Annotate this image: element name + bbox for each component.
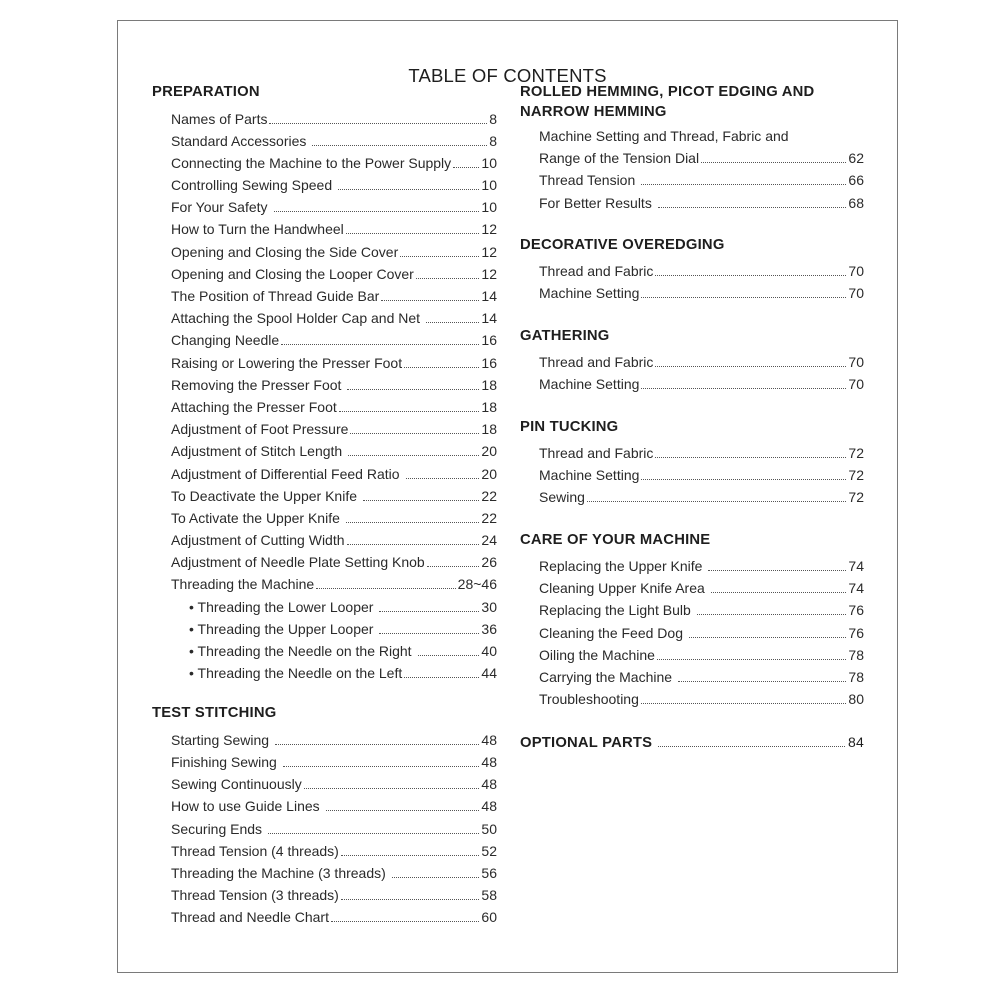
entry-title: Thread Tension (4 threads) (171, 842, 339, 859)
toc-entry[interactable] (171, 174, 497, 196)
dot-leader (657, 659, 846, 660)
page-number: 72 (848, 445, 864, 461)
page-number: 58 (481, 887, 497, 904)
dot-leader (697, 614, 847, 615)
page-number: 30 (481, 598, 497, 615)
entry-title: Replacing the Light Bulb (539, 602, 691, 619)
section-heading: PIN TUCKING (520, 418, 619, 435)
toc-entry[interactable] (171, 507, 497, 529)
page-number: 14 (481, 288, 497, 304)
dot-leader (678, 681, 846, 682)
page-number: 28~46 (457, 576, 497, 593)
page-number: 16 (481, 354, 497, 371)
dot-leader (275, 744, 479, 745)
entry-title: Machine Setting (539, 285, 640, 302)
page-number: 70 (848, 354, 864, 371)
entry-title: Thread Tension (3 threads) (171, 887, 339, 904)
toc-entry[interactable] (171, 573, 497, 595)
page-number: 78 (848, 669, 864, 685)
section-heading (520, 83, 864, 122)
toc-entry[interactable] (539, 351, 864, 373)
dot-leader (350, 433, 479, 434)
page-number: 18 (481, 376, 497, 393)
entry-title: Connecting the Machine to the Power Supply (171, 154, 452, 171)
dot-leader (346, 233, 480, 234)
page-number: 26 (481, 554, 497, 571)
toc-sub-entry[interactable] (171, 618, 497, 640)
entry-title: How to Turn the Handwheel (171, 221, 344, 238)
dot-leader (316, 588, 455, 589)
toc-entry[interactable] (539, 147, 864, 169)
entry-title: Securing Ends (171, 820, 263, 837)
dot-leader (381, 300, 479, 301)
toc-entry[interactable] (539, 464, 864, 486)
dot-leader (331, 921, 479, 922)
toc-entry[interactable] (171, 906, 497, 928)
page-number: 8 (489, 132, 497, 149)
page-number: 72 (848, 467, 864, 484)
dot-leader (655, 275, 846, 276)
page-number: 16 (481, 332, 497, 349)
toc-entry[interactable] (539, 260, 864, 282)
page-number: 84 (848, 734, 864, 751)
toc-entry[interactable] (171, 485, 497, 507)
entry-title: Adjustment of Differential Feed Ratio (171, 465, 400, 482)
page-number: 18 (481, 398, 497, 415)
dot-leader (379, 611, 479, 612)
entry-title: Opening and Closing the Looper Cover (171, 265, 414, 282)
page-number: 12 (481, 243, 497, 260)
dot-leader (339, 411, 480, 412)
entry-title: The Position of Thread Guide Bar (171, 288, 380, 304)
page-number: 74 (848, 558, 864, 575)
toc-entry[interactable] (539, 644, 864, 666)
toc-entry[interactable] (171, 263, 497, 285)
dot-leader (406, 478, 480, 479)
toc-entry[interactable] (171, 241, 497, 263)
toc-entry[interactable] (171, 818, 497, 840)
toc-entry-list (520, 555, 864, 710)
entry-title: • Threading the Needle on the Right (189, 643, 412, 659)
entry-title: Names of Parts (171, 110, 268, 127)
dot-leader (312, 145, 487, 146)
page-number: 36 (481, 620, 497, 637)
section-heading: CARE OF YOUR MACHINE (520, 531, 711, 548)
page-number: 70 (848, 376, 864, 393)
toc-entry[interactable] (171, 729, 497, 751)
toc-entry[interactable] (171, 307, 497, 329)
page-number: 8 (489, 110, 497, 127)
entry-title: Starting Sewing (171, 731, 270, 748)
entry-title: Machine Setting and Thread, Fabric and (539, 128, 789, 144)
dot-leader (326, 810, 480, 811)
page-number: 22 (481, 487, 497, 504)
toc-entry-list (152, 108, 497, 685)
dot-leader (400, 256, 479, 257)
page-number: 70 (848, 285, 864, 302)
dot-leader (274, 211, 480, 212)
toc-entry[interactable] (171, 463, 497, 485)
dot-leader (426, 322, 479, 323)
page-number: 10 (481, 154, 497, 171)
section-heading: PREPARATION (152, 84, 260, 100)
entry-title: Replacing the Upper Knife (539, 558, 703, 575)
entry-title: Raising or Lowering the Presser Foot (171, 354, 403, 371)
toc-entry[interactable] (171, 440, 497, 462)
toc-entry[interactable] (539, 282, 864, 304)
dot-leader (269, 123, 487, 124)
entry-title: Adjustment of Needle Plate Setting Knob (171, 554, 425, 571)
toc-entry-list (520, 125, 864, 214)
dot-leader (701, 162, 846, 163)
toc-entry[interactable] (539, 666, 864, 688)
page-number: 48 (481, 754, 497, 771)
toc-entry[interactable] (539, 192, 864, 214)
section-heading: DECORATIVE OVEREDGING (520, 236, 725, 253)
page-number: 14 (481, 310, 497, 327)
dot-leader (304, 788, 480, 789)
entry-title: Thread and Fabric (539, 354, 654, 371)
dot-leader (341, 855, 480, 856)
entry-title: For Better Results (539, 194, 652, 211)
toc-section-optional-parts (520, 732, 864, 753)
toc-entry-list (520, 351, 864, 395)
dot-leader (641, 388, 846, 389)
dot-leader (379, 633, 479, 634)
page-number: 50 (481, 820, 497, 837)
toc-entry[interactable] (539, 169, 864, 191)
toc-entry-list (520, 260, 864, 304)
toc-entry[interactable] (171, 108, 497, 130)
page-number: 22 (481, 509, 497, 526)
toc-sub-entry[interactable] (171, 662, 497, 684)
toc-entry[interactable] (171, 329, 497, 351)
page-number: 78 (848, 646, 864, 663)
page-number: 10 (481, 177, 497, 194)
entry-title: Adjustment of Foot Pressure (171, 421, 349, 438)
entry-title: Cleaning the Feed Dog (539, 624, 683, 641)
page-number: 40 (481, 643, 497, 659)
dot-leader (392, 877, 480, 878)
dot-leader (348, 455, 479, 456)
dot-leader (427, 566, 480, 567)
toc-entry[interactable] (171, 529, 497, 551)
page-number: 66 (848, 172, 864, 189)
section-heading-line-2: NARROW HEMMING (520, 103, 667, 120)
toc-entry[interactable] (171, 795, 497, 817)
dot-leader (655, 366, 846, 367)
entry-title: Sewing (539, 489, 585, 506)
entry-title: To Activate the Upper Knife (171, 509, 340, 526)
toc-entry-list (520, 442, 864, 509)
dot-leader (658, 207, 847, 208)
dot-leader (711, 592, 847, 593)
entry-title: Threading the Machine (171, 576, 315, 593)
entry-title: Cleaning Upper Knife Area (539, 580, 705, 597)
toc-section-care-of-machine (520, 531, 864, 711)
page-number: 74 (848, 580, 864, 597)
entry-title: • Threading the Needle on the Left (189, 665, 403, 682)
entry-title: • Threading the Lower Looper (189, 598, 374, 615)
entry-title: How to use Guide Lines (171, 798, 320, 815)
dot-leader (341, 899, 480, 900)
toc-section-preparation (152, 83, 497, 684)
entry-title: Carrying the Machine (539, 669, 673, 685)
toc-entry[interactable] (539, 125, 864, 147)
dot-leader (404, 677, 479, 678)
dot-leader (658, 746, 845, 747)
toc-entry[interactable] (539, 599, 864, 621)
entry-title: Finishing Sewing (171, 754, 277, 771)
entry-title: • Threading the Upper Looper (189, 620, 374, 637)
entry-title: Machine Setting (539, 376, 640, 393)
toc-right-column (520, 83, 864, 753)
toc-entry[interactable] (171, 862, 497, 884)
toc-section-gathering (520, 327, 864, 396)
page-number: 62 (848, 150, 864, 167)
dot-leader (641, 703, 847, 704)
dot-leader (283, 766, 480, 767)
entry-title: Removing the Presser Foot (171, 376, 342, 393)
toc-entry[interactable] (539, 373, 864, 395)
entry-title: Attaching the Presser Foot (171, 398, 337, 415)
toc-entry[interactable] (171, 130, 497, 152)
page-number: 70 (848, 263, 864, 280)
entry-title: Range of the Tension Dial (539, 150, 700, 167)
toc-entry[interactable] (171, 152, 497, 174)
toc-entry[interactable] (539, 688, 864, 710)
section-heading: GATHERING (520, 327, 610, 344)
section-heading: OPTIONAL PARTS (520, 735, 653, 752)
toc-entry[interactable] (171, 285, 497, 307)
page-number: 44 (481, 665, 497, 682)
dot-leader (346, 522, 480, 523)
entry-title: Thread and Fabric (539, 263, 654, 280)
entry-title: Machine Setting (539, 467, 640, 484)
toc-section-test-stitching (152, 704, 497, 928)
page-number: 10 (481, 199, 497, 216)
dot-leader (641, 297, 846, 298)
entry-title: Thread and Needle Chart (171, 909, 329, 926)
toc-section-pin-tucking (520, 418, 864, 509)
page-number: 20 (481, 465, 497, 482)
dot-leader (416, 278, 480, 279)
page-number: 76 (848, 624, 864, 641)
toc-section-decorative-overedging (520, 236, 864, 305)
entry-title: Adjustment of Cutting Width (171, 532, 345, 549)
toc-entry[interactable] (171, 884, 497, 906)
section-heading: TEST STITCHING (152, 705, 277, 722)
dot-leader (708, 570, 846, 571)
toc-entry[interactable] (171, 196, 497, 218)
toc-entry[interactable] (539, 555, 864, 577)
section-heading-line-1: ROLLED HEMMING, PICOT EDGING AND (520, 84, 815, 100)
entry-title: Troubleshooting (539, 691, 639, 708)
dot-leader (268, 833, 479, 834)
toc-entry[interactable] (539, 486, 864, 508)
page-number: 68 (848, 194, 864, 211)
entry-title: Adjustment of Stitch Length (171, 443, 343, 460)
entry-title: Changing Needle (171, 332, 280, 349)
dot-leader (338, 189, 479, 190)
page-number: 72 (848, 489, 864, 506)
entry-title: Controlling Sewing Speed (171, 177, 333, 194)
entry-title: Thread Tension (539, 172, 636, 189)
page-number: 80 (848, 691, 864, 708)
toc-entry[interactable] (539, 442, 864, 464)
dot-leader (347, 544, 480, 545)
dot-leader (363, 500, 479, 501)
dot-leader (453, 167, 479, 168)
dot-leader (587, 501, 847, 502)
entry-title: Opening and Closing the Side Cover (171, 243, 399, 260)
page-number: 24 (481, 532, 497, 549)
dot-leader (281, 344, 479, 345)
toc-entry[interactable] (539, 577, 864, 599)
dot-leader (404, 367, 479, 368)
entry-title: Attaching the Spool Holder Cap and Net (171, 310, 421, 327)
toc-entry-list (152, 729, 497, 929)
toc-entry[interactable] (171, 551, 497, 573)
toc-entry-optional-parts[interactable] (520, 732, 864, 753)
toc-entry[interactable] (171, 374, 497, 396)
page-number: 48 (481, 776, 497, 793)
toc-section-rolled-hemming (520, 83, 864, 214)
page-number: 48 (481, 798, 497, 815)
toc-entry[interactable] (171, 773, 497, 795)
page-number: 52 (481, 842, 497, 859)
toc-entry[interactable] (171, 418, 497, 440)
page-number: 48 (481, 731, 497, 748)
dot-leader (641, 479, 846, 480)
page-number: 18 (481, 421, 497, 438)
page-number: 76 (848, 602, 864, 619)
entry-title: For Your Safety (171, 199, 268, 216)
toc-entry[interactable] (171, 751, 497, 773)
entry-title: Threading the Machine (3 threads) (171, 865, 386, 881)
dot-leader (689, 637, 846, 638)
entry-title: Oiling the Machine (539, 646, 655, 663)
dot-leader (641, 184, 846, 185)
toc-entry[interactable] (171, 352, 497, 374)
toc-entry[interactable] (171, 396, 497, 418)
dot-leader (655, 457, 846, 458)
page-number: 12 (481, 221, 497, 238)
dot-leader (418, 655, 480, 656)
entry-title: To Deactivate the Upper Knife (171, 487, 357, 504)
page-number: 60 (481, 909, 497, 926)
toc-sub-entry[interactable] (171, 640, 497, 662)
page-number: 20 (481, 443, 497, 460)
page-number: 56 (481, 865, 497, 881)
toc-entry[interactable] (171, 840, 497, 862)
page-title: TABLE OF CONTENTS (408, 65, 607, 86)
toc-entry[interactable] (171, 218, 497, 240)
dot-leader (347, 389, 479, 390)
entry-title: Standard Accessories (171, 132, 307, 149)
entry-title: Sewing Continuously (171, 776, 302, 793)
entry-title: Thread and Fabric (539, 445, 654, 461)
page-number: 12 (481, 265, 497, 282)
toc-entry[interactable] (539, 622, 864, 644)
toc-left-column (152, 83, 497, 929)
toc-sub-entry[interactable] (171, 596, 497, 618)
